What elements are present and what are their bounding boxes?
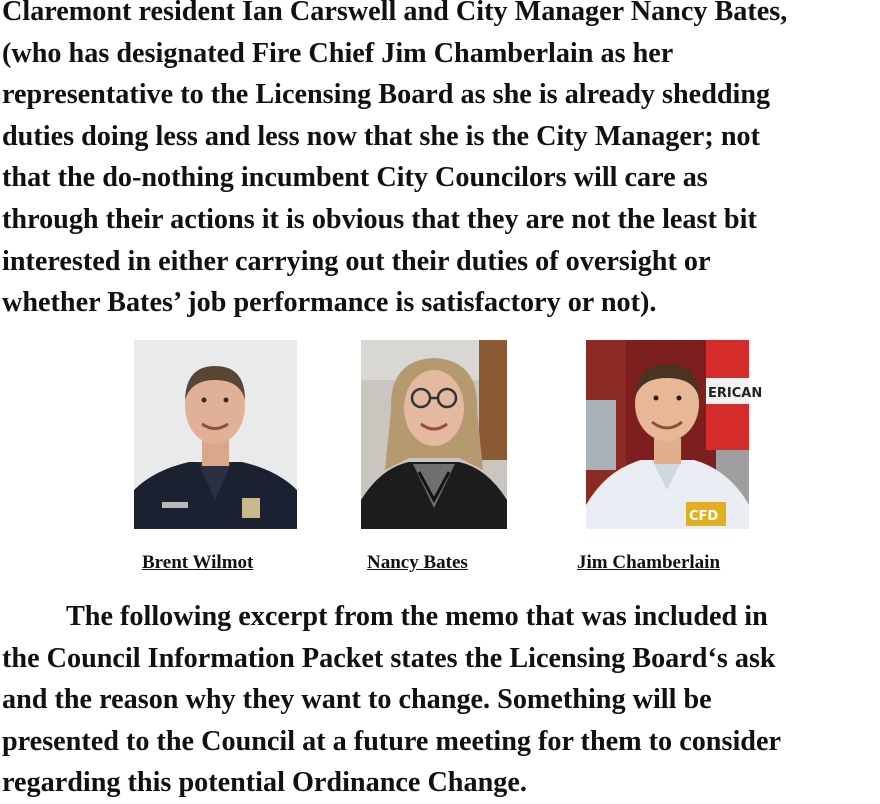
paragraph-line: duties doing less and less now that she is the City Manager; not bbox=[2, 120, 760, 152]
paragraph-line: presented to the Council at a future meeting for them to consider bbox=[2, 725, 781, 757]
paragraph-line: The following excerpt from the memo that was included in bbox=[66, 601, 768, 632]
paragraph-line: representative to the Licensing Board as she is already shedding bbox=[2, 79, 771, 111]
memo-paragraph bbox=[2, 596, 878, 804]
paragraph-line: Claremont resident Ian Carswell and City Manager Nancy Bates, bbox=[2, 0, 788, 27]
caption-nancy-bates: Nancy Bates bbox=[367, 552, 468, 573]
paragraph-line: and the reason why they want to change. Something will be bbox=[2, 684, 712, 716]
intro-paragraph bbox=[2, 0, 878, 324]
paragraph-line: whether Bates’ job performance is satisfactory or not). bbox=[2, 287, 657, 319]
photo-nancy-bates bbox=[361, 340, 507, 529]
paragraph-line: (who has designated Fire Chief Jim Chamberlain as her bbox=[2, 37, 674, 69]
police-officer-portrait bbox=[134, 340, 297, 529]
paragraph-line: interested in either carrying out their duties of oversight or bbox=[2, 245, 711, 277]
paragraph-line: through their actions it is obvious that they are not the least bit bbox=[2, 203, 757, 235]
caption-brent-wilmot: Brent Wilmot bbox=[142, 552, 254, 573]
fire-chief-portrait bbox=[586, 340, 763, 529]
caption-jim-chamberlain: Jim Chamberlain bbox=[577, 552, 721, 573]
photo-brent-wilmot bbox=[134, 340, 297, 529]
truck-lettering: ERICAN bbox=[708, 386, 763, 401]
paragraph-line: the Council Information Packet states the Licensing Board‘s ask bbox=[2, 642, 776, 674]
photo-jim-chamberlain bbox=[586, 340, 763, 529]
shirt-badge-lettering: CFD bbox=[689, 509, 719, 524]
paragraph-line: that the do-nothing incumbent City Councilors will care as bbox=[2, 162, 708, 194]
paragraph-line: regarding this potential Ordinance Change. bbox=[2, 767, 527, 799]
woman-portrait bbox=[361, 340, 507, 529]
